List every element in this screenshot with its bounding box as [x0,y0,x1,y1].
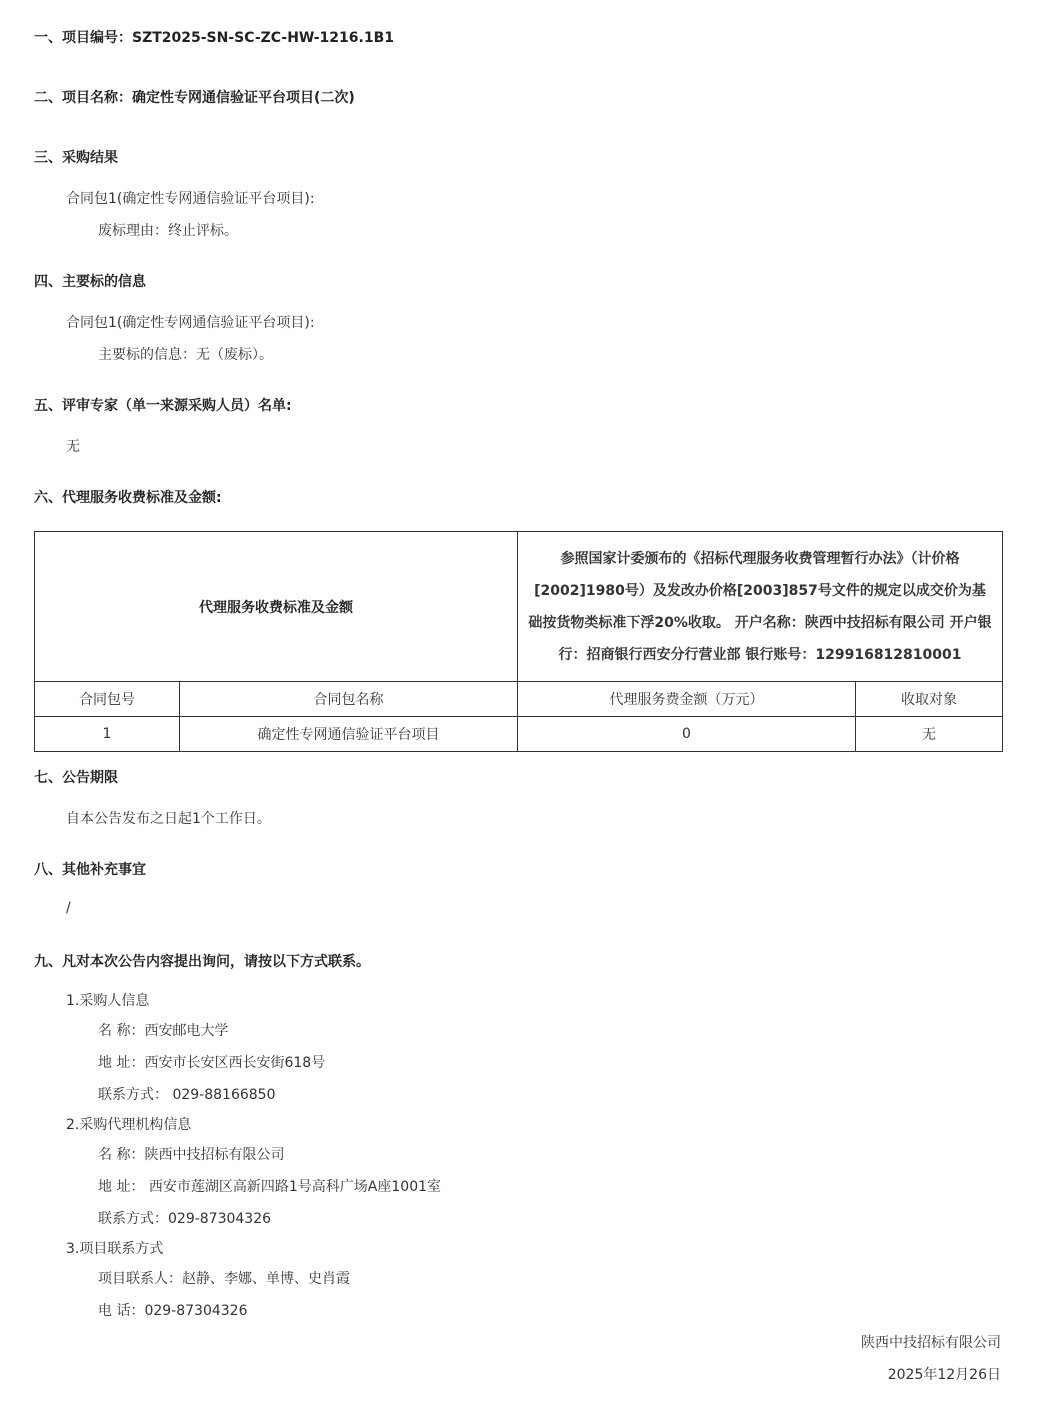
section-fee-title: 六、代理服务收费标准及金额: [34,490,222,506]
cell-package-number: 1 [35,717,180,752]
section-supplementary-title: 八、其他补充事宜 [34,862,146,878]
agency-name: 名 称：陕西中技招标有限公司 [98,1147,285,1163]
column-header-charge-target: 收取对象 [856,682,1003,717]
cell-package-name: 确定性专网通信验证平台项目 [180,717,518,752]
procurement-result-package: 合同包1(确定性专网通信验证平台项目): [66,191,315,207]
project-contact-heading: 3.项目联系方式 [66,1241,164,1257]
project-contact-phone: 电 话：029-87304326 [98,1303,248,1319]
footer-company: 陕西中技招标有限公司 [861,1335,1001,1351]
purchaser-address: 地 址：西安市长安区西长安街618号 [98,1055,326,1071]
main-subject-package: 合同包1(确定性专网通信验证平台项目): [66,315,315,331]
project-number-value: SZT2025-SN-SC-ZC-HW-1216.1B1 [132,30,394,46]
project-name-label: 二、项目名称： [34,90,132,106]
cell-fee-amount: 0 [518,717,856,752]
column-header-package-name: 合同包名称 [180,682,518,717]
section-procurement-result-title: 三、采购结果 [34,150,118,166]
column-header-package-number: 合同包号 [35,682,180,717]
section-project-name [34,87,355,107]
fee-table-standard-label: 代理服务收费标准及金额 [35,532,518,682]
experts-content: 无 [66,439,80,455]
footer-date: 2025年12月26日 [887,1367,1001,1383]
agency-contact: 联系方式：029-87304326 [98,1211,272,1227]
fee-table [34,531,1003,752]
supplementary-content: / [66,900,71,916]
agency-heading: 2.采购代理机构信息 [66,1117,192,1133]
section-experts-title: 五、评审专家（单一来源采购人员）名单: [34,398,292,414]
main-subject-detail: 主要标的信息：无（废标）。 [98,347,273,363]
fee-table-column-headers [35,682,1003,717]
section-notice-period-title: 七、公告期限 [34,770,118,786]
notice-period-content: 自本公告发布之日起1个工作日。 [66,811,271,827]
column-header-fee-amount: 代理服务费金额（万元） [518,682,856,717]
purchaser-name: 名 称：西安邮电大学 [98,1023,229,1039]
project-contact-persons: 项目联系人：赵静、李娜、单博、史肖霞 [98,1271,350,1287]
section-project-number [34,27,394,47]
purchaser-contact: 联系方式： 029-88166850 [98,1087,276,1103]
purchaser-heading: 1.采购人信息 [66,993,150,1009]
project-name-value: 确定性专网通信验证平台项目(二次) [132,90,355,106]
agency-address: 地 址： 西安市莲湖区高新四路1号高科广场A座1001室 [98,1179,442,1195]
table-row [35,717,1003,752]
section-contact-title: 九、凡对本次公告内容提出询问，请按以下方式联系。 [34,954,370,970]
section-main-subject-title: 四、主要标的信息 [34,274,146,290]
fee-table-header-row [35,532,1003,682]
project-number-label: 一、项目编号： [34,30,132,46]
cell-charge-target: 无 [856,717,1003,752]
fee-table-standard-description: 参照国家计委颁布的《招标代理服务收费管理暂行办法》（计价格[2002]1980号）及发改办价格[2003]857号文件的规定以成交价为基础按货物类标准下浮20%收取。 开户名称：陕西中技招标有限公司 开户银行：招商银行西安分行营业部 银行账号：129916812810001 [518,532,1003,682]
procurement-result-detail: 废标理由：终止评标。 [98,223,238,239]
